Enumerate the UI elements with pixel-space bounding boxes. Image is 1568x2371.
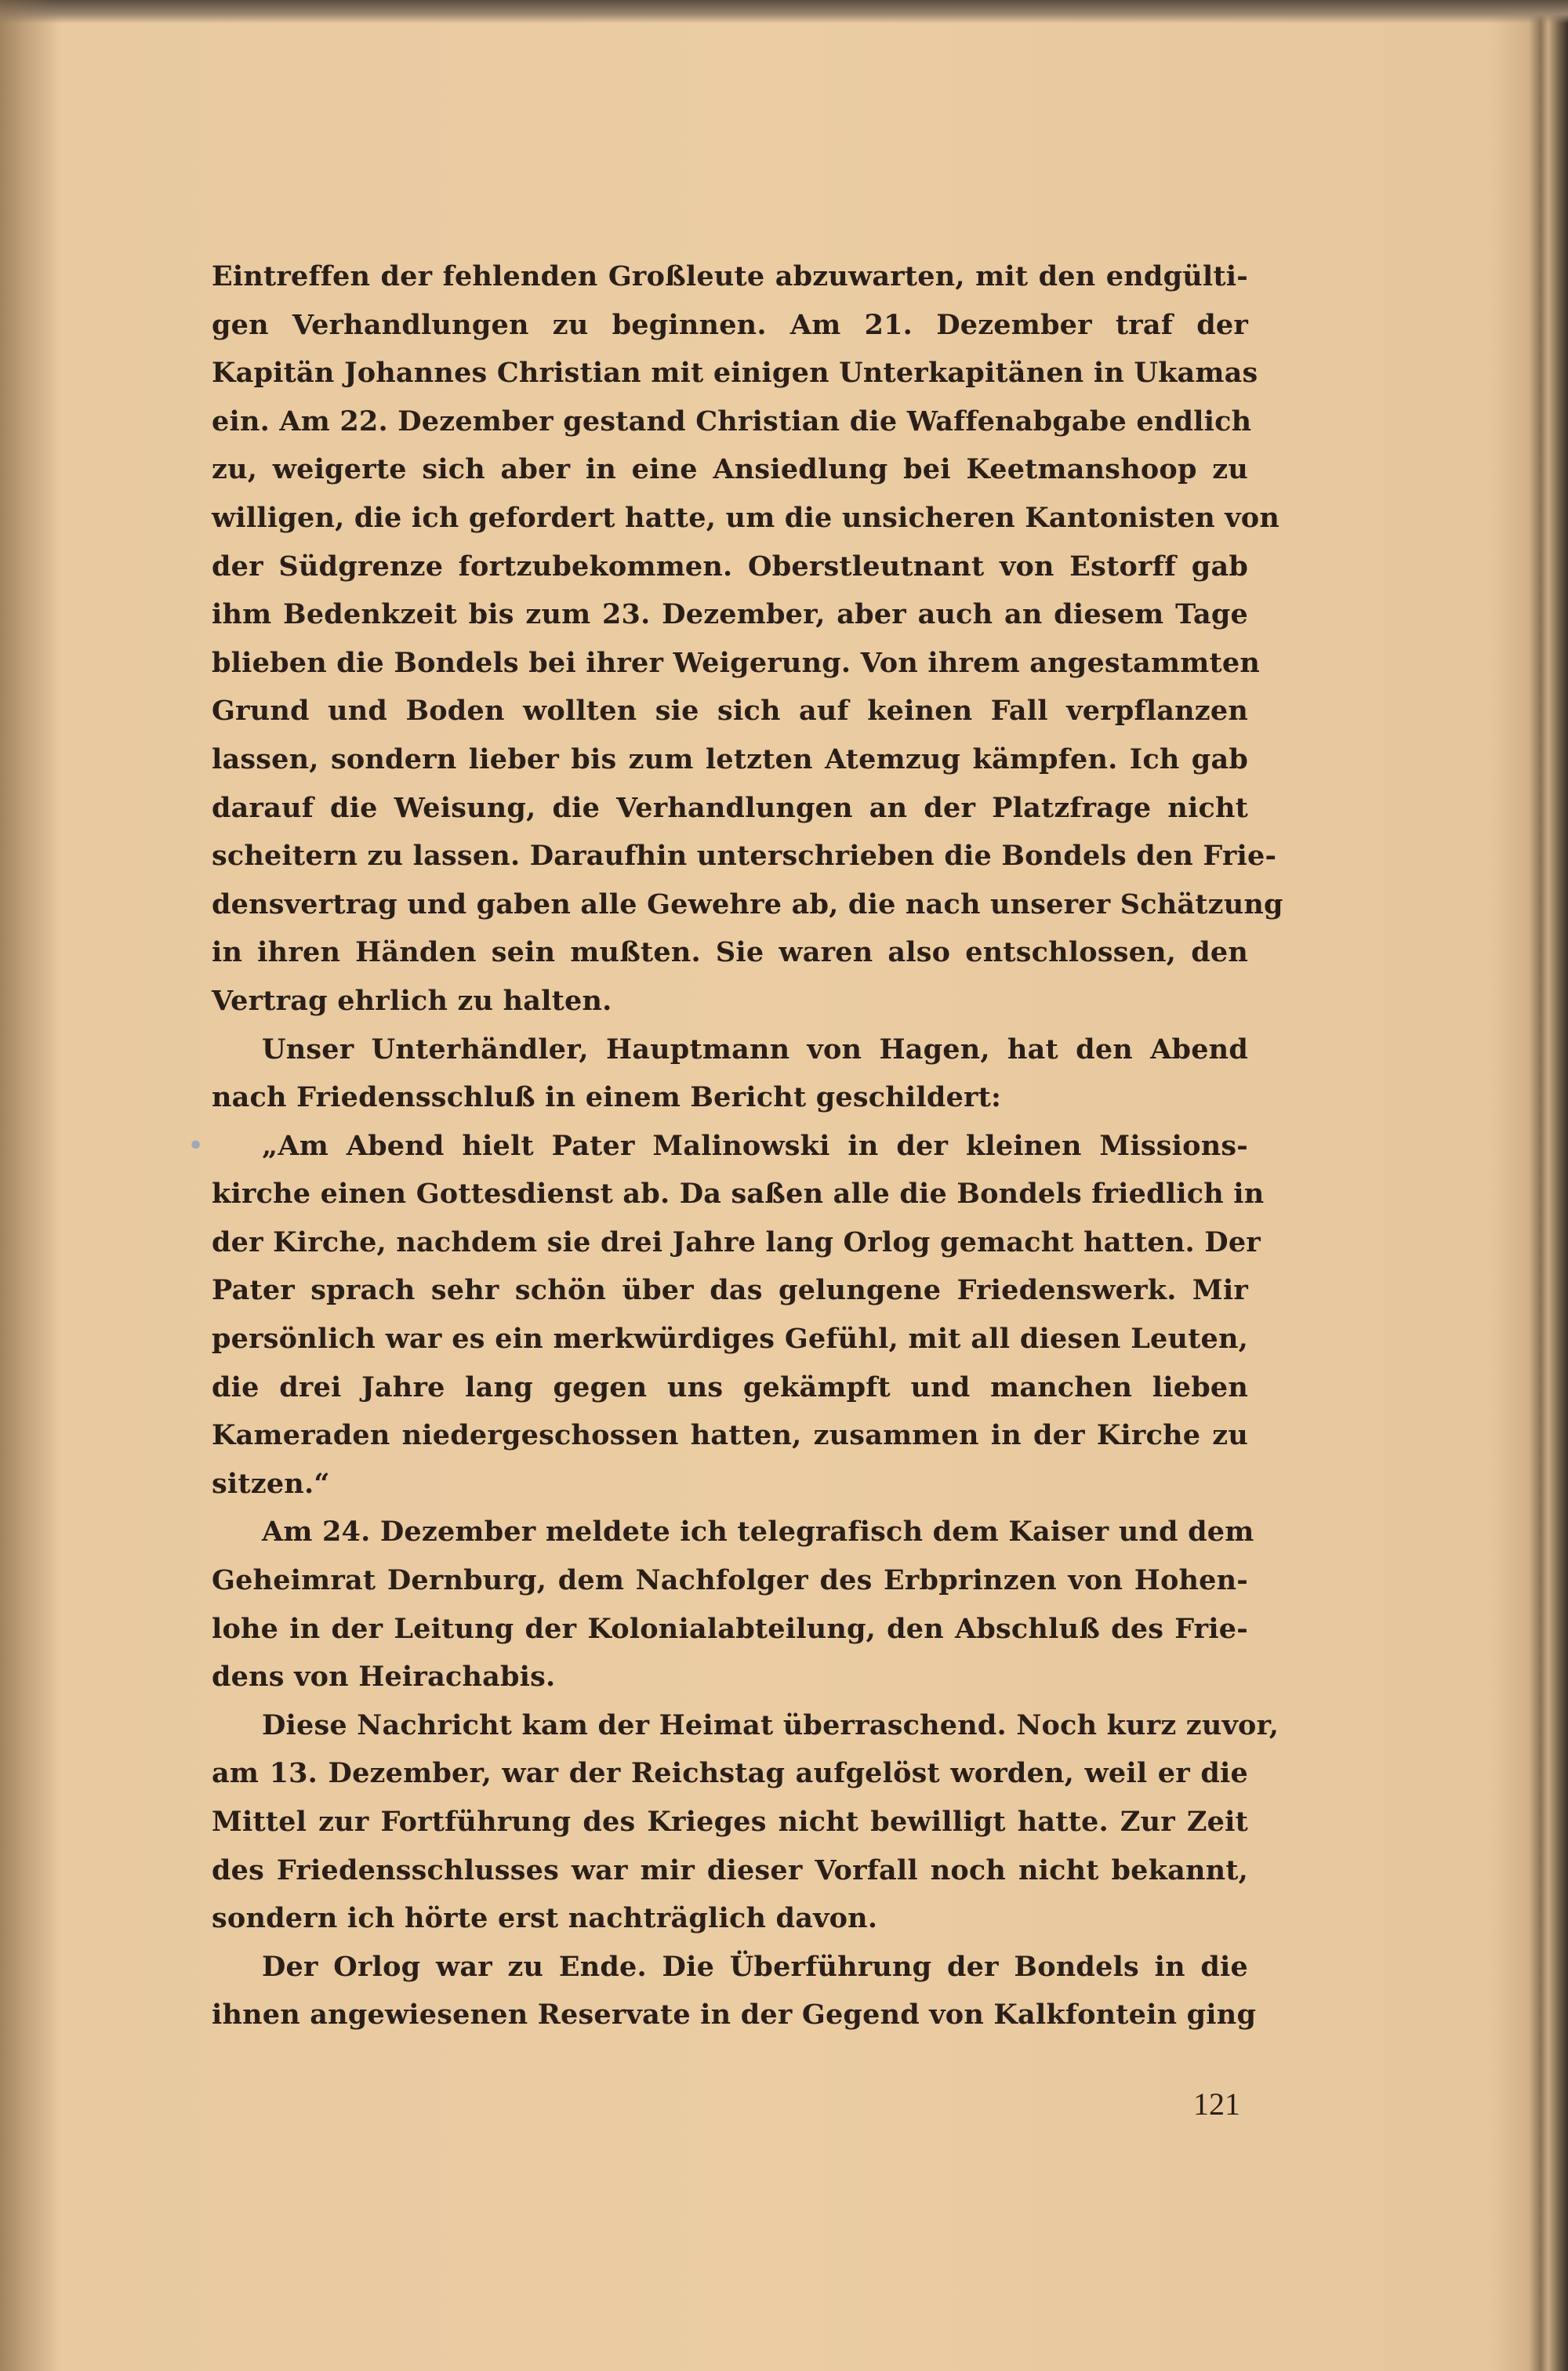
text-line: Am 24. Dezember meldete ich telegrafisch dem Kaiser und dem [262, 1516, 1254, 1549]
text-line: Der Orlog war zu Ende. Die Überführung der Bondels in die [262, 1950, 1248, 1983]
text-line: am 13. Dezember, war der Reichstag aufgelöst worden, weil er die [212, 1757, 1248, 1790]
text-line: blieben die Bondels bei ihrer Weigerung. Von ihrem angestammten [212, 646, 1261, 679]
book-gutter [0, 0, 59, 2371]
text-line: der Südgrenze fortzubekommen. Oberstleutnant von Estorff gab [212, 550, 1248, 583]
text-line: Kameraden niedergeschossen hatten, zusammen in der Kirche zu [212, 1419, 1248, 1452]
text-line: Grund und Boden wollten sie sich auf keinen Fall verpflanzen [212, 695, 1248, 728]
text-line: persönlich war es ein merkwürdiges Gefühl, mit all diesen Leuten, [212, 1323, 1248, 1356]
text-line: Vertrag ehrlich zu halten. [212, 984, 612, 1017]
text-line: lassen, sondern lieber bis zum letzten Atemzug kämpfen. Ich gab [212, 743, 1248, 775]
text-line: des Friedensschlusses war mir dieser Vorfall noch nicht bekannt, [212, 1854, 1248, 1886]
text-line: Mittel zur Fortführung des Krieges nicht bewilligt hatte. Zur Zeit [212, 1806, 1248, 1838]
text-line: zu, weigerte sich aber in eine Ansiedlung bei Keetmanshoop zu [212, 453, 1248, 486]
page-number: 121 [1193, 2086, 1240, 2122]
text-line: sondern ich hörte erst nachträglich davon. [212, 1902, 878, 1935]
text-line: willigen, die ich gefordert hatte, um die unsicheren Kantonisten von [212, 501, 1279, 534]
text-line: ein. Am 22. Dezember gestand Christian die Waffenabgabe endlich [212, 405, 1252, 438]
text-line: dens von Heirachabis. [212, 1661, 556, 1694]
text-line: Diese Nachricht kam der Heimat überraschend. Noch kurz zuvor, [262, 1708, 1279, 1741]
text-line: Kapitän Johannes Christian mit einigen Unterkapitänen in Ukamas [212, 357, 1258, 390]
text-line: Eintreffen der fehlenden Großleute abzuwarten, mit den endgülti- [212, 260, 1248, 292]
book-top-edge [0, 0, 1568, 24]
text-line: gen Verhandlungen zu beginnen. Am 21. Dezember traf der [212, 308, 1248, 341]
text-line: kirche einen Gottesdienst ab. Da saßen alle die Bondels friedlich in [212, 1178, 1265, 1211]
text-line: ihm Bedenkzeit bis zum 23. Dezember, aber auch an diesem Tage [212, 598, 1248, 631]
text-line: Unser Unterhändler, Hauptmann von Hagen, hat den Abend [262, 1033, 1248, 1066]
text-line: Pater sprach sehr schön über das gelungene Friedenswerk. Mir [212, 1274, 1248, 1307]
text-line: in ihren Händen sein mußten. Sie waren also entschlossen, den [212, 936, 1248, 969]
text-line: lohe in der Leitung der Kolonialabteilung, den Abschluß des Frie- [212, 1612, 1248, 1645]
text-line: ihnen angewiesenen Reservate in der Gegend von Kalkfontein ging [212, 1999, 1257, 2032]
text-line: nach Friedensschluß in einem Bericht geschildert: [212, 1081, 1002, 1114]
text-line: sitzen.“ [212, 1467, 330, 1500]
margin-mark: • [188, 1131, 204, 1160]
body-text [188, 252, 1283, 2039]
text-line: • „Am Abend hielt Pater Malinowski in der kleinen Missions- [212, 1122, 1248, 1171]
text-line: densvertrag und gaben alle Gewehre ab, die nach unserer Schätzung [212, 888, 1283, 920]
text-line: scheitern zu lassen. Daraufhin unterschrieben die Bondels den Frie- [212, 840, 1277, 873]
text-line: Geheimrat Dernburg, dem Nachfolger des Erbprinzen von Hohen- [212, 1564, 1248, 1597]
text-line: der Kirche, nachdem sie drei Jahre lang Orlog gemacht hatten. Der [212, 1225, 1261, 1258]
text-line: darauf die Weisung, die Verhandlungen an der Platzfrage nicht [212, 791, 1248, 824]
text-line: die drei Jahre lang gegen uns gekämpft und manchen lieben [212, 1371, 1248, 1403]
